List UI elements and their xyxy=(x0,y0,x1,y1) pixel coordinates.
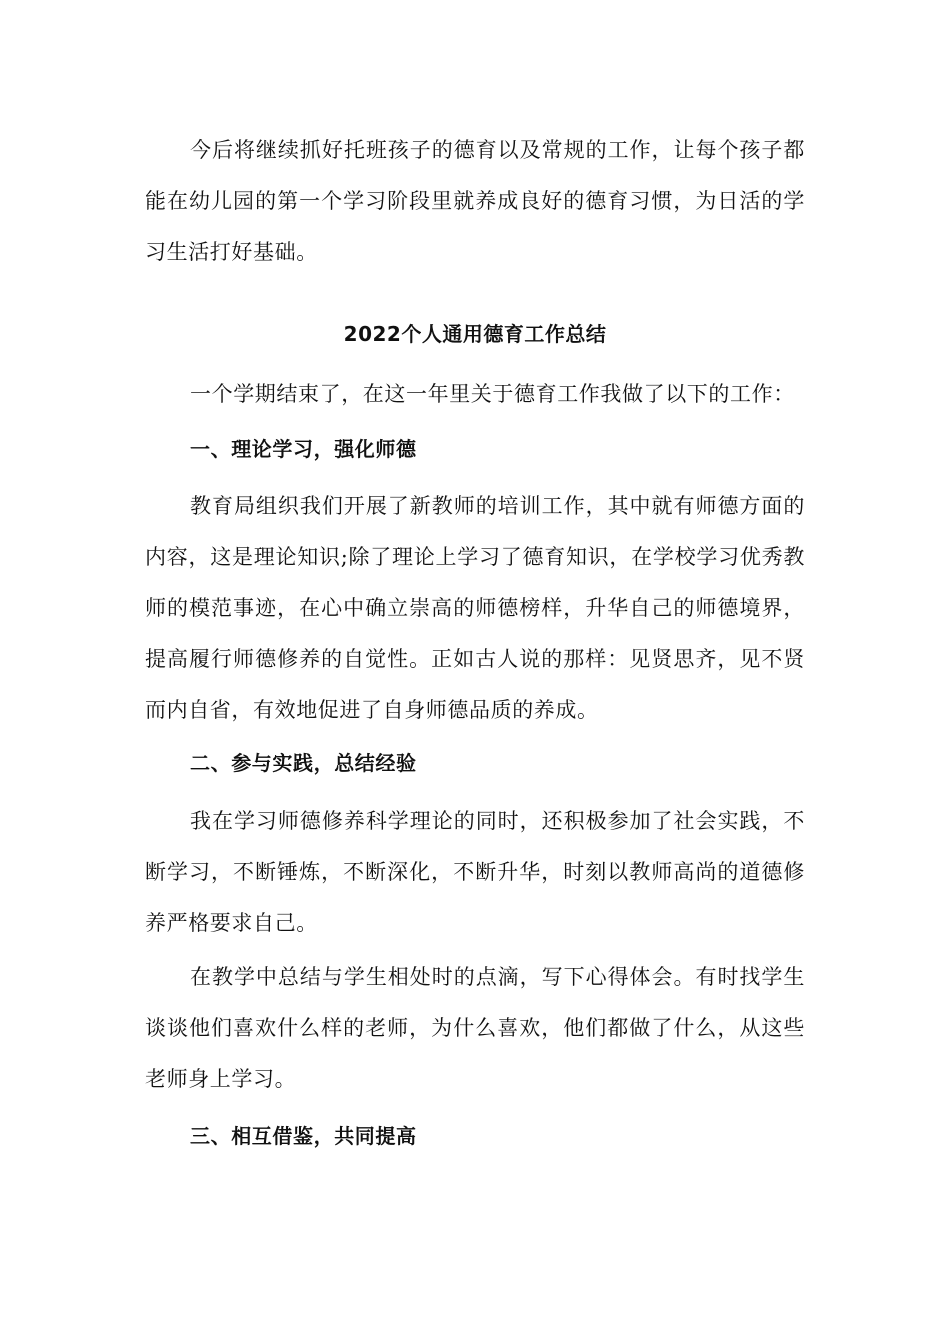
opening-paragraph: 一个学期结束了，在这一年里关于德育工作我做了以下的工作： xyxy=(190,382,795,406)
section-1-paragraph: 教育局组织我们开展了新教师的培训工作，其中就有师德方面的内容，这是理论知识;除了理论上学习了德育知识，在学校学习优秀教师的模范事迹，在心中确立崇高的师德榜样，升华自己的师德境界，提高履行师德修养的自觉性。正如古人说的那样：见贤思齐，见不贤而内自省，有效地促进了自身师德品质的养成。 xyxy=(145,494,805,722)
section-2-paragraph-2: 在教学中总结与学生相处时的点滴，写下心得体会。有时找学生谈谈他们喜欢什么样的老师，为什么喜欢，他们都做了什么，从这些老师身上学习。 xyxy=(145,965,805,1091)
intro-paragraph: 今后将继续抓好托班孩子的德育以及常规的工作，让每个孩子都能在幼儿园的第一个学习阶段里就养成良好的德育习惯，为日活的学习生活打好基础。 xyxy=(145,138,805,264)
document-title: 2022个人通用德育工作总结 xyxy=(343,322,607,346)
section-3-heading: 三、相互借鉴，共同提高 xyxy=(190,1124,417,1148)
section-2-paragraph-1: 我在学习师德修养科学理论的同时，还积极参加了社会实践，不断学习，不断锤炼，不断深化，不断升华，时刻以教师高尚的道德修养严格要求自己。 xyxy=(145,809,805,935)
section-2-heading: 二、参与实践，总结经验 xyxy=(190,751,417,775)
section-1-heading: 一、理论学习，强化师德 xyxy=(190,437,417,461)
